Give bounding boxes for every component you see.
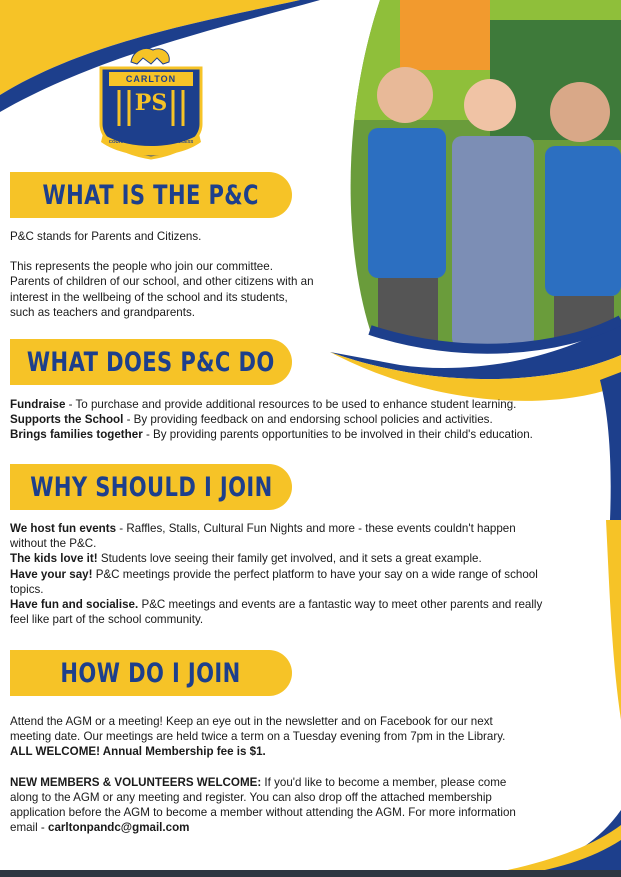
students-photo (340, 0, 621, 362)
item-text: Students love seeing their family get involved, and it sets a great example. (97, 552, 482, 566)
crest-name: CARLTON (125, 74, 177, 84)
item-text: - Raffles, Stalls, Cultural Fun Nights and more - these events couldn't happen without the P&C. (10, 522, 516, 551)
item-lead: The kids love it! (10, 552, 98, 566)
volunteers-heading: NEW MEMBERS & VOLUNTEERS WELCOME: (10, 775, 262, 789)
section-why-join-heading (10, 464, 292, 510)
item-lead: Brings families together (10, 428, 143, 442)
item-text: - By providing feedback on and endorsing school policies and activities. (123, 413, 493, 427)
section-why-join-body (10, 521, 545, 627)
welcome-note: ALL WELCOME! Annual Membership fee is $1. (10, 745, 266, 759)
paragraph-text: If you'd like to become a member, please come along to the AGM or any meeting and register. You can also drop off the attached membership application before the AGM to become a member without attending the AGM. For more information email - (10, 775, 516, 835)
paragraph (10, 775, 530, 836)
item-lead: We host fun events (10, 522, 117, 535)
list-item (10, 551, 545, 566)
paragraph-text: Attend the AGM or a meeting! Keep an eye out in the newsletter and on Facebook for our next meeting date. Our meetings are held twice a term on a Tuesday evening from 7pm in the Library. (10, 715, 506, 744)
section-title: HOW DO I JOIN (60, 657, 242, 689)
list-item (10, 397, 600, 412)
section-what-is-heading (10, 172, 292, 218)
item-lead: Have fun and socialise. (10, 598, 139, 612)
item-text: P&C meetings provide the perfect platform to have your say on a wide range of school topics. (10, 567, 538, 596)
contact-email-link[interactable]: carltonpandc@gmail.com (48, 821, 190, 835)
item-text: - To purchase and provide additional resources to be used to enhance student learning. (65, 398, 517, 411)
item-lead: Have your say! (10, 567, 93, 581)
list-item (10, 521, 545, 551)
section-title: WHAT IS THE P&C (42, 179, 260, 211)
section-what-does-heading (10, 339, 292, 385)
lion-icon (131, 49, 169, 65)
section-how-join-heading (10, 650, 292, 696)
item-lead: Fundraise (10, 398, 66, 411)
section-what-is-body (10, 229, 315, 320)
list-item (10, 412, 600, 427)
bottom-strip (0, 870, 621, 877)
section-what-does-body (10, 397, 600, 443)
list-item (10, 597, 545, 627)
crest-motto: COURAGE PERSEVERANCE SUCCESS (108, 139, 194, 144)
list-item (10, 567, 545, 597)
paragraph (10, 714, 530, 760)
section-how-join-body (10, 714, 530, 835)
item-text: - By providing parents opportunities to be involved in their child's education. (142, 428, 533, 442)
paragraph: This represents the people who join our committee. Parents of children of our school, and other citizens with an interest in the wellbeing of the school and its students, such as teachers and grandparents. (10, 260, 314, 319)
item-text: P&C meetings and events are a fantastic way to meet other parents and really feel like part of the school community. (10, 598, 543, 627)
section-title: WHY SHOULD I JOIN (29, 471, 273, 503)
crest-monogram: PS (134, 90, 168, 116)
section-title: WHAT DOES P&C DO (27, 346, 275, 378)
paragraph: P&C stands for Parents and Citizens. (10, 230, 202, 243)
list-item (10, 427, 600, 442)
item-lead: Supports the School (10, 413, 124, 427)
